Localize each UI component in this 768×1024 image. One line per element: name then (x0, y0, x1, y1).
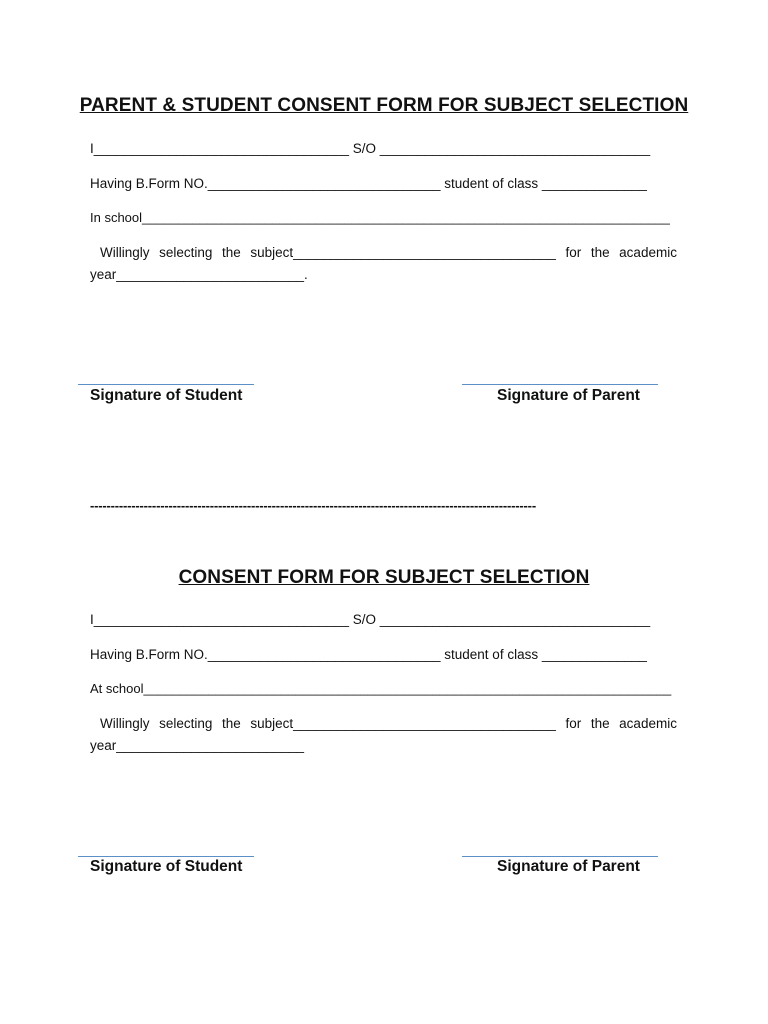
form1-subject-word: Willingly (100, 245, 150, 260)
form1-student-signature-label: Signature of Student (90, 387, 243, 404)
form1-bform-line: Having B.Form NO._______________________________ student of class ______________ (90, 176, 647, 191)
form2-student-signature-rule (78, 856, 254, 857)
form2-subject-word: the (590, 716, 610, 731)
form2-subject-line (90, 716, 677, 731)
form1-subject-word: subject___________________________________ (250, 245, 556, 260)
form2-subject-word: subject___________________________________ (250, 716, 556, 731)
form1-subject-word: the (221, 245, 241, 260)
form2-subject-word: academic (619, 716, 677, 731)
form2-title: CONSENT FORM FOR SUBJECT SELECTION (178, 567, 590, 588)
form2-school-line: At school_________________________________________________________________________ (90, 681, 672, 696)
form2-bform-line: Having B.Form NO._______________________________ student of class ______________ (90, 647, 647, 662)
form2-subject-word: for (565, 716, 582, 731)
form1-subject-word: for (565, 245, 582, 260)
form2-parent-signature-rule (462, 856, 658, 857)
form2-parent-signature-label: Signature of Parent (497, 858, 640, 875)
form2-subject-word: the (221, 716, 241, 731)
form1-title: PARENT & STUDENT CONSENT FORM FOR SUBJECT SELECTION (79, 95, 689, 116)
form1-student-signature-rule (78, 384, 254, 385)
form1-year-line: year_________________________. (90, 267, 308, 282)
form1-subject-word: academic (619, 245, 677, 260)
form2-year-line: year_________________________ (90, 738, 304, 753)
form2-subject-word: selecting (159, 716, 213, 731)
cut-divider: ------------------------------------------------------------------------------------------------------------ (90, 498, 536, 513)
form1-name-line: I__________________________________ S/O ____________________________________ (90, 141, 651, 156)
form1-subject-line (90, 245, 677, 260)
form1-parent-signature-label: Signature of Parent (497, 387, 640, 404)
form2-student-signature-label: Signature of Student (90, 858, 243, 875)
form1-parent-signature-rule (462, 384, 658, 385)
form2-name-line: I__________________________________ S/O ____________________________________ (90, 612, 651, 627)
form1-subject-word: selecting (159, 245, 213, 260)
form1-school-line: In school_________________________________________________________________________ (90, 210, 670, 225)
form2-subject-word: Willingly (100, 716, 150, 731)
form1-subject-word: the (590, 245, 610, 260)
